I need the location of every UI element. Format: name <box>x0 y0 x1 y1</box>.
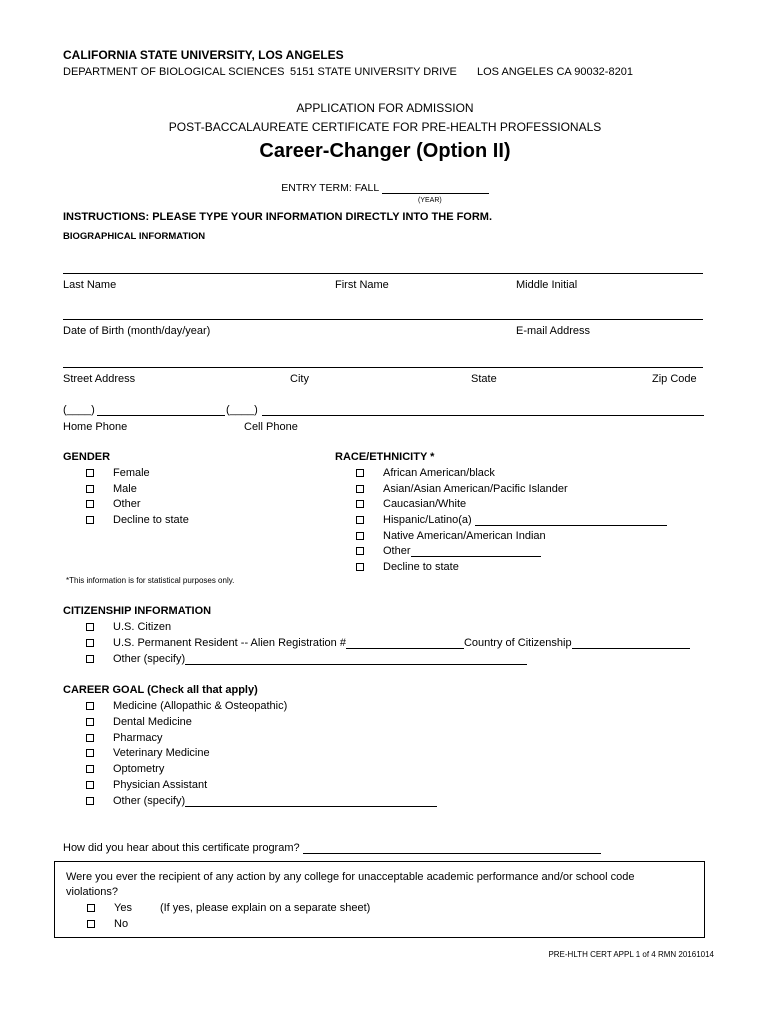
action-question-cont: violations? <box>66 886 118 898</box>
city-header: LOS ANGELES CA 90032-8201 <box>477 66 633 78</box>
checkbox-icon[interactable] <box>86 749 94 757</box>
gender-option[interactable]: Decline to state <box>86 514 189 526</box>
citizenship-option-permanent-resident[interactable]: U.S. Permanent Resident -- Alien Registration # Country of Citizenship <box>86 637 690 649</box>
year-caption: (YEAR) <box>418 197 442 204</box>
home-phone-area-code[interactable]: (____) <box>63 404 95 416</box>
checkbox-icon[interactable] <box>356 516 364 524</box>
hispanic-specify-field[interactable] <box>475 515 667 526</box>
alien-registration-field[interactable] <box>346 638 464 649</box>
career-option[interactable]: Optometry <box>86 763 164 775</box>
career-goal-heading: CAREER GOAL (Check all that apply) <box>63 684 258 696</box>
checkbox-icon[interactable] <box>86 797 94 805</box>
checkbox-icon[interactable] <box>86 734 94 742</box>
citizenship-heading: CITIZENSHIP INFORMATION <box>63 605 212 617</box>
street-address-header: 5151 STATE UNIVERSITY DRIVE <box>290 66 457 78</box>
dob-label: Date of Birth (month/day/year) <box>63 325 211 337</box>
career-option[interactable]: Dental Medicine <box>86 716 192 728</box>
form-footer: PRE-HLTH CERT APPL 1 of 4 RMN 20161014 <box>548 950 714 959</box>
checkbox-icon[interactable] <box>356 469 364 477</box>
gender-heading: GENDER <box>63 451 111 463</box>
gender-option[interactable]: Other <box>86 498 141 510</box>
option-title: Career-Changer (Option II) <box>259 140 511 162</box>
city-label: City <box>290 373 309 385</box>
middle-initial-label: Middle Initial <box>516 279 578 291</box>
career-option[interactable]: Other (specify) <box>86 795 437 807</box>
race-option[interactable]: Caucasian/White <box>356 498 466 510</box>
form-subtitle: POST-BACCALAUREATE CERTIFICATE FOR PRE-HEALTH PROFESSIONALS <box>168 120 602 134</box>
race-option[interactable]: African American/black <box>356 467 495 479</box>
home-phone-field[interactable] <box>97 415 225 416</box>
form-title: APPLICATION FOR ADMISSION <box>296 101 474 115</box>
academic-action-box <box>54 861 705 938</box>
action-option-yes[interactable]: Yes (If yes, please explain on a separate sheet) <box>87 902 370 914</box>
checkbox-icon[interactable] <box>86 702 94 710</box>
gender-option[interactable]: Female <box>86 467 150 479</box>
dob-email-field-line[interactable] <box>63 319 703 320</box>
email-label: E-mail Address <box>516 325 590 337</box>
checkbox-icon[interactable] <box>86 765 94 773</box>
race-option[interactable]: Hispanic/Latino(a) <box>356 514 667 526</box>
action-question: Were you ever the recipient of any action by any college for unacceptable academic performance and/or school code <box>66 871 635 883</box>
university-name: CALIFORNIA STATE UNIVERSITY, LOS ANGELES <box>63 48 344 62</box>
name-field-line[interactable] <box>63 273 703 274</box>
cell-phone-field[interactable] <box>262 415 704 416</box>
checkbox-icon[interactable] <box>86 485 94 493</box>
race-option[interactable]: Other <box>356 545 541 557</box>
cell-phone-label: Cell Phone <box>244 421 298 433</box>
citizenship-other-field[interactable] <box>185 654 527 665</box>
citizenship-option-us-citizen[interactable]: U.S. Citizen <box>86 621 171 633</box>
career-option[interactable]: Physician Assistant <box>86 779 207 791</box>
career-other-field[interactable] <box>185 796 437 807</box>
entry-term-year-field[interactable] <box>382 183 489 194</box>
checkbox-icon[interactable] <box>86 718 94 726</box>
career-option[interactable]: Veterinary Medicine <box>86 747 210 759</box>
hear-about-row <box>63 842 601 854</box>
checkbox-icon[interactable] <box>356 500 364 508</box>
checkbox-icon[interactable] <box>86 516 94 524</box>
checkbox-icon[interactable] <box>86 781 94 789</box>
first-name-label: First Name <box>335 279 389 291</box>
checkbox-icon[interactable] <box>86 655 94 663</box>
checkbox-icon[interactable] <box>86 500 94 508</box>
bio-heading: BIOGRAPHICAL INFORMATION <box>63 231 206 242</box>
race-option[interactable]: Native American/American Indian <box>356 530 546 542</box>
checkbox-icon[interactable] <box>87 904 95 912</box>
race-option[interactable]: Asian/Asian American/Pacific Islander <box>356 483 568 495</box>
home-phone-label: Home Phone <box>63 421 128 433</box>
country-of-citizenship-field[interactable] <box>572 638 690 649</box>
entry-term-label: ENTRY TERM: FALL <box>281 182 379 194</box>
checkbox-icon[interactable] <box>356 563 364 571</box>
checkbox-icon[interactable] <box>356 532 364 540</box>
department-name: DEPARTMENT OF BIOLOGICAL SCIENCES <box>63 66 285 78</box>
instructions: INSTRUCTIONS: PLEASE TYPE YOUR INFORMATION DIRECTLY INTO THE FORM. <box>63 211 493 223</box>
race-other-field[interactable] <box>411 546 541 557</box>
yes-note: (If yes, please explain on a separate sheet) <box>159 902 371 914</box>
state-label: State <box>471 373 497 385</box>
career-option[interactable]: Medicine (Allopathic & Osteopathic) <box>86 700 287 712</box>
race-option[interactable]: Decline to state <box>356 561 459 573</box>
checkbox-icon[interactable] <box>86 623 94 631</box>
cell-phone-area-code[interactable]: (____) <box>226 404 258 416</box>
citizenship-option-other[interactable]: Other (specify) <box>86 653 527 665</box>
race-heading: RACE/ETHNICITY * <box>335 451 435 463</box>
checkbox-icon[interactable] <box>86 469 94 477</box>
checkbox-icon[interactable] <box>87 920 95 928</box>
hear-about-field[interactable] <box>303 843 601 854</box>
address-field-line[interactable] <box>63 367 703 368</box>
statistical-note: *This information is for statistical purposes only. <box>66 576 235 585</box>
entry-term <box>0 182 770 194</box>
hear-about-label: How did you hear about this certificate program? <box>63 842 300 854</box>
checkbox-icon[interactable] <box>356 485 364 493</box>
checkbox-icon[interactable] <box>356 547 364 555</box>
street-label: Street Address <box>63 373 136 385</box>
zip-label: Zip Code <box>652 373 697 385</box>
checkbox-icon[interactable] <box>86 639 94 647</box>
gender-option[interactable]: Male <box>86 483 137 495</box>
career-option[interactable]: Pharmacy <box>86 732 163 744</box>
last-name-label: Last Name <box>63 279 117 291</box>
action-option-no[interactable]: No <box>87 918 128 930</box>
